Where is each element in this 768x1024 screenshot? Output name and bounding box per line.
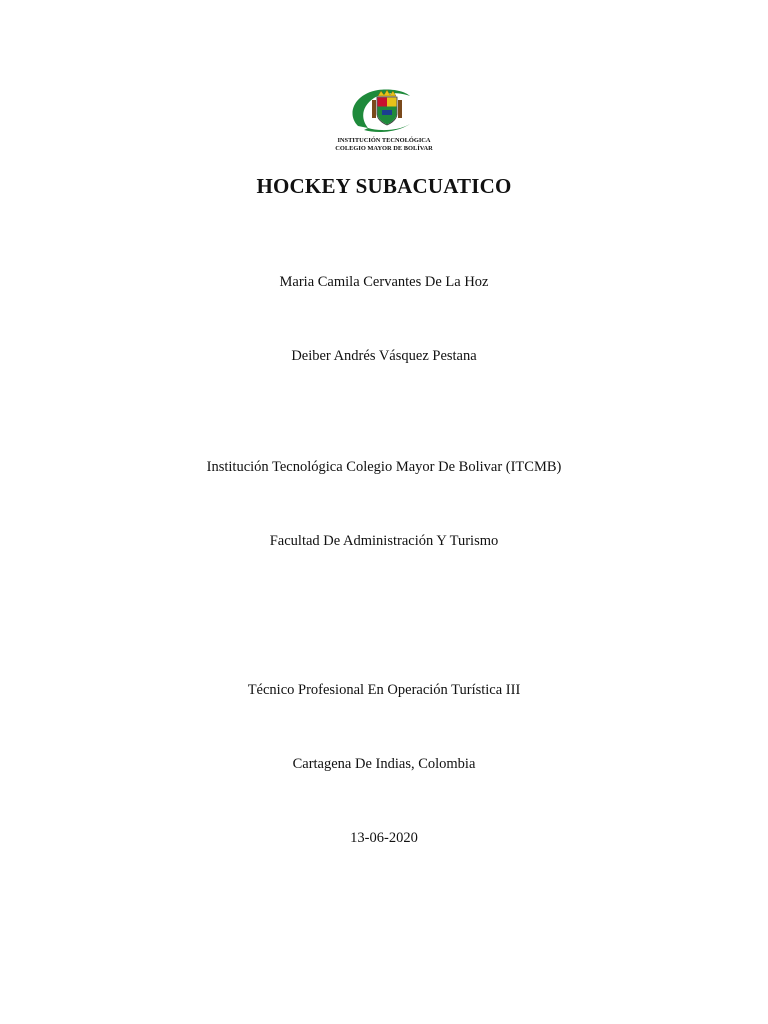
- logo-text-line2: COLEGIO MAYOR DE BOLÍVAR: [335, 145, 433, 152]
- document-date: 13-06-2020: [350, 830, 418, 846]
- location-text: Cartagena De Indias, Colombia: [292, 756, 476, 772]
- author-name: Deiber Andrés Vásquez Pestana: [291, 348, 477, 364]
- logo-text-line1: INSTITUCIÓN TECNOLÓGICA: [337, 137, 431, 144]
- institution-logo: [326, 86, 442, 158]
- document-title: HOCKEY SUBACUATICO: [256, 174, 512, 198]
- author-name: Maria Camila Cervantes De La Hoz: [279, 274, 489, 290]
- faculty-name: Facultad De Administración Y Turismo: [269, 533, 499, 549]
- crest-icon: [344, 86, 424, 134]
- program-name: Técnico Profesional En Operación Turística III: [247, 682, 521, 698]
- institution-name: Institución Tecnológica Colegio Mayor De Bolivar (ITCMB): [206, 459, 562, 475]
